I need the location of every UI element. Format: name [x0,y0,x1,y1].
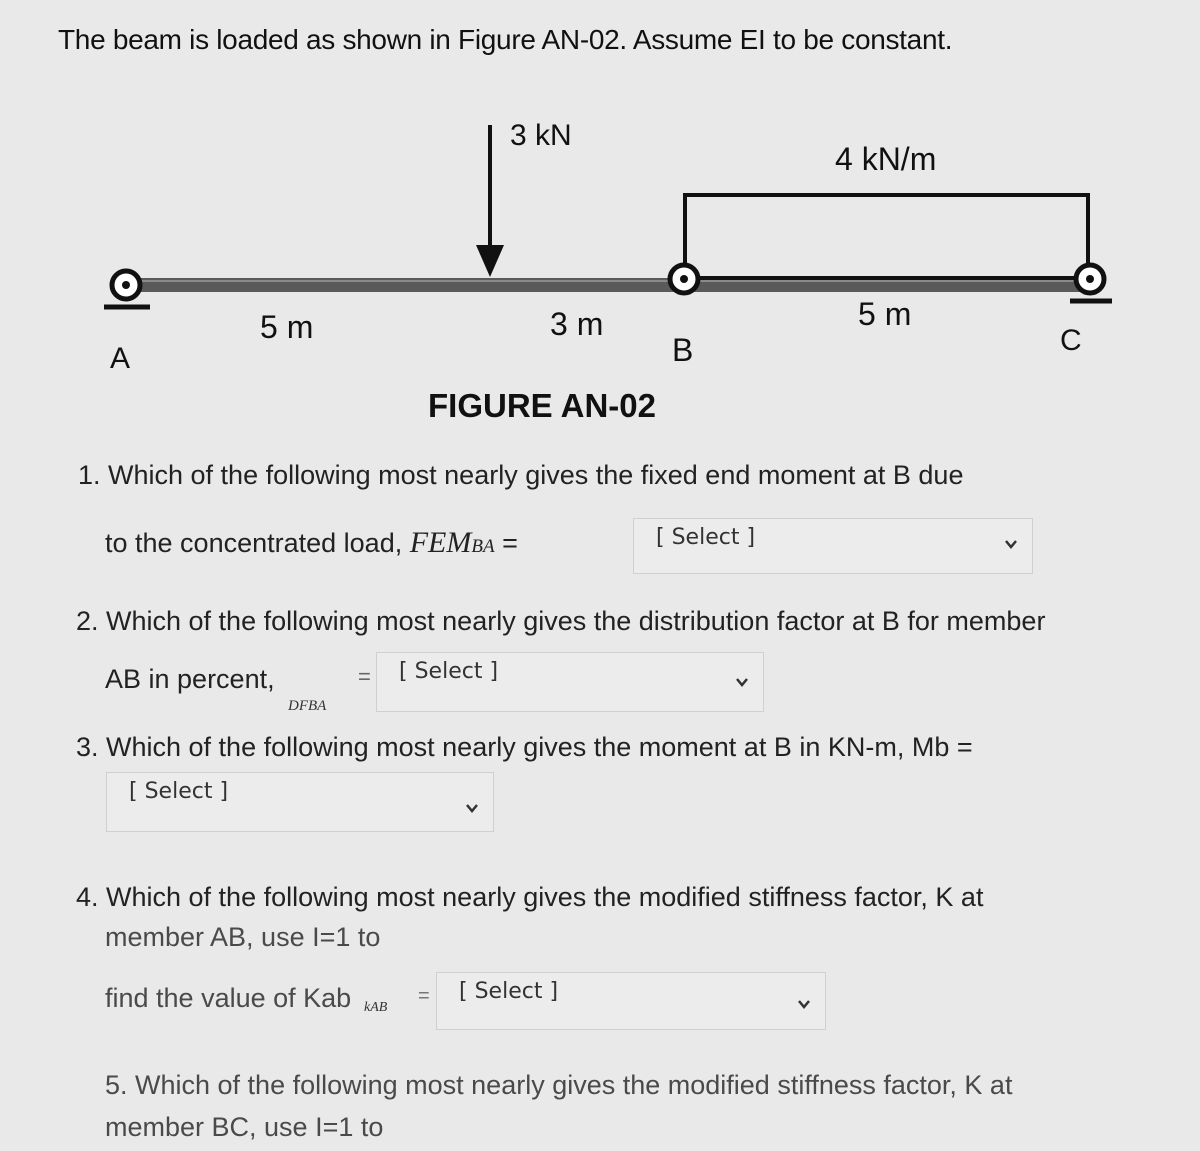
q3-line1: 3. Which of the following most nearly gives the moment at B in KN-m, Mb = [76,732,973,762]
q1-select-value: [ Select ] [656,525,756,550]
q3-select-value: [ Select ] [129,779,229,804]
q4-line3: find the value of Kab [105,983,352,1013]
q3-select[interactable] [106,772,494,832]
q4-equals: = [418,985,430,1007]
label-c: C [1060,324,1082,357]
q1-line1: 1. Which of the following most nearly gives the fixed end moment at B due [78,460,964,490]
q5-line1: 5. Which of the following most nearly gives the modified stiffness factor, K at [105,1070,1013,1100]
span-label-3m: 3 m [550,306,604,342]
q1-equals: = [502,528,518,558]
support-b-icon [670,265,698,293]
q5-line2: member BC, use I=1 to [105,1112,384,1142]
chevron-down-icon [797,997,811,1011]
span-label-5m-right: 5 m [858,296,912,332]
q2-select[interactable] [376,652,764,712]
q1-line2 [105,526,518,560]
q1-math: FEMBA [409,526,495,559]
q4-select-value: [ Select ] [459,979,559,1004]
q2-select-value: [ Select ] [399,659,499,684]
q4-line2: member AB, use I=1 to [105,922,381,952]
q4-select[interactable] [436,972,826,1030]
q4-math-label: kAB [364,1000,388,1015]
label-b: B [672,332,694,368]
point-load-arrow [476,125,504,277]
chevron-down-icon [465,801,479,815]
q2-math-label: DFBA [288,698,327,714]
point-load-label: 3 kN [510,119,572,152]
chevron-down-icon [735,675,749,689]
q2-line2: AB in percent, [105,664,275,694]
q4-line1: 4. Which of the following most nearly gives the modified stiffness factor, K at [76,882,984,912]
chevron-down-icon [1004,537,1018,551]
beam-figure [60,95,1160,445]
label-a: A [110,342,131,375]
q2-equals: = [358,664,371,689]
intro-text: The beam is loaded as shown in Figure AN-02. Assume EI to be constant. [58,24,953,55]
q1-text: to the concentrated load, [105,528,403,558]
span-label-5m-left: 5 m [260,309,314,345]
support-c-icon [1070,265,1112,301]
distributed-load-label: 4 kN/m [835,141,937,177]
figure-caption: FIGURE AN-02 [428,387,656,424]
distributed-load-box [685,195,1088,278]
q2-line1: 2. Which of the following most nearly gives the distribution factor at B for member [76,606,1046,636]
q1-select[interactable] [633,518,1033,574]
